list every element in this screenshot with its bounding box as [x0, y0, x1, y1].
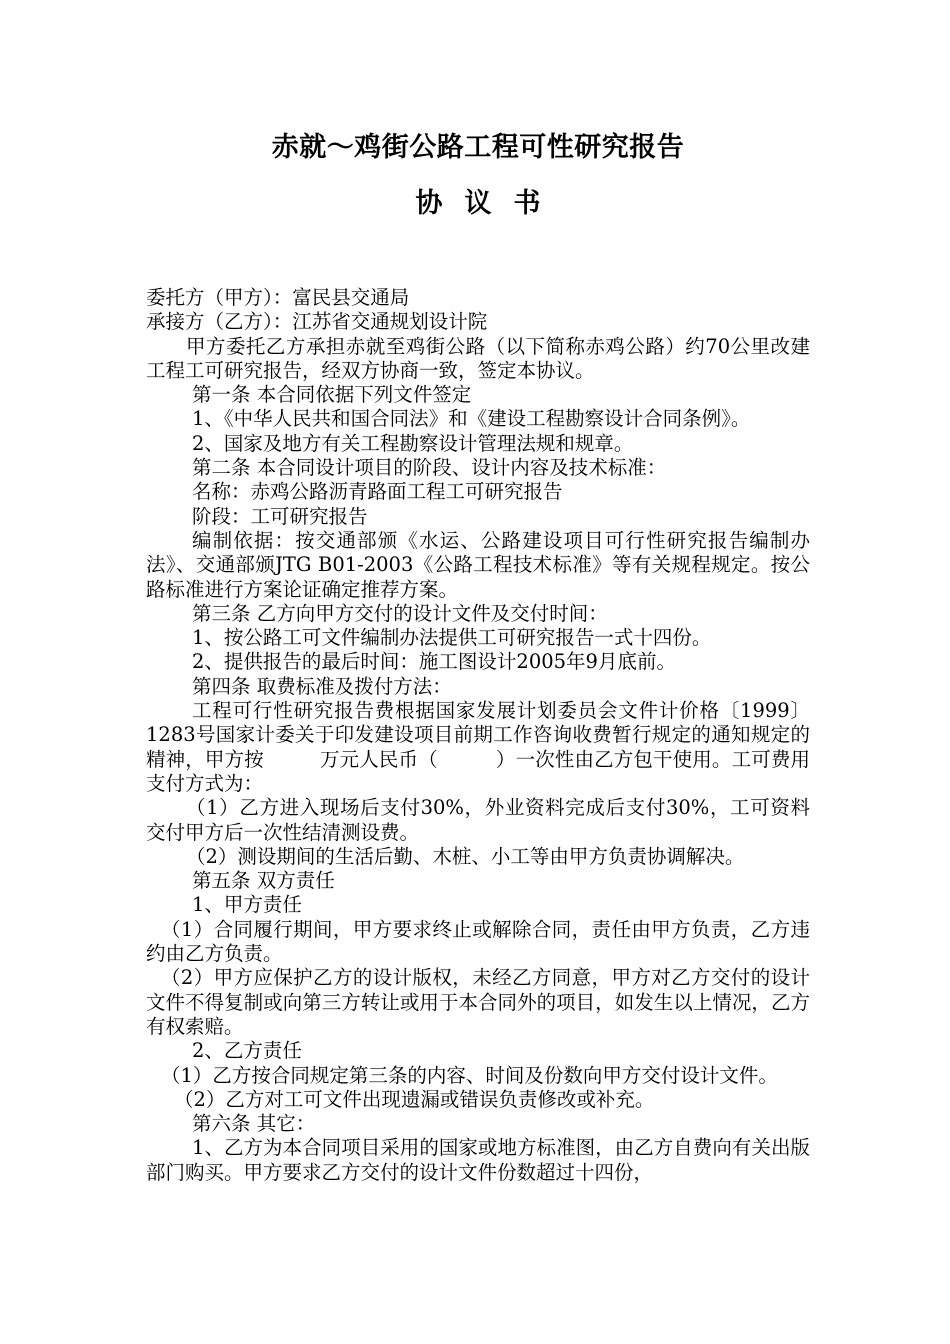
article-1-heading: 第一条 本合同依据下列文件签定 [192, 383, 472, 407]
party-b-item-1: （1）乙方按合同规定第三条的内容、时间及份数向甲方交付设计文件。 [161, 1063, 778, 1087]
document-page [146, 118, 810, 1185]
article-6-heading: 第六条 其它： [192, 1112, 316, 1136]
document-subtitle: 协议书 [415, 188, 563, 219]
document-title: 赤就～鸡街公路工程可性研究报告 [271, 132, 685, 163]
fee-paragraph [146, 699, 810, 796]
payment-item-2: （2）测设期间的生活后勤、木桩、小工等由甲方负责协调解决。 [186, 844, 745, 868]
contractor-line: 承接方（乙方）：江苏省交通规划设计院 [146, 310, 488, 334]
article-5-heading: 第五条 双方责任 [192, 869, 335, 893]
project-stage-line: 阶段：工可研究报告 [192, 504, 368, 528]
party-b-item-2: （2）乙方对工可文件出现遗漏或错误负责修改或补充。 [174, 1087, 655, 1111]
article-1-item-1: 1、《中华人民共和国合同法》和《建设工程勘察设计合同条例》。 [192, 407, 751, 431]
article-3-item-2: 2、提供报告的最后时间：施工图设计2005年9月底前。 [192, 650, 676, 674]
party-a-item-2: （2）甲方应保护乙方的设计版权，未经乙方同意，甲方对乙方交付的设计文件不得复制或向第三方转让或用于本合同外的项目，如发生以上情况，乙方有权索赔。 [146, 966, 810, 1038]
article-2-heading: 第二条 本合同设计项目的阶段、设计内容及技术标准： [192, 456, 667, 480]
project-name-line: 名称：赤鸡公路沥青路面工程工可研究报告 [192, 480, 563, 504]
article-6-item-1: 1、乙方为本合同项目采用的国家或地方标准图，由乙方自费向有关出版部门购买。甲方要求乙方交付的设计文件份数超过十四份， [146, 1136, 810, 1184]
fee-text-1: 工程可行性研究报告费根据国家发展计划委员会文件计价格〔1999〕1283号国家计委关于印发建设项目前期工作咨询收费暂行规定的通知规定的精神，甲方按 [146, 699, 810, 771]
article-4-heading: 第四条 取费标准及拨付方法： [192, 674, 452, 698]
payment-item-1: （1）乙方进入现场后支付30%，外业资料完成后支付30%，工可资料交付甲方后一次性结清测设费。 [146, 796, 810, 844]
article-1-item-2: 2、国家及地方有关工程勘察设计管理法规和规章。 [192, 431, 634, 455]
party-a-heading: 1、甲方责任 [192, 893, 302, 917]
document-body [146, 286, 810, 1185]
party-b-heading: 2、乙方责任 [192, 1039, 302, 1063]
client-line: 委托方（甲方）：富民县交通局 [146, 286, 410, 309]
fee-text-2: 万元人民币（ [319, 747, 438, 771]
fee-text-3: ）一次性由乙方包干使用。工可费用支付方式为： [146, 747, 810, 795]
article-3-item-1: 1、按公路工可文件编制办法提供工可研究报告一式十四份。 [192, 626, 712, 650]
party-a-item-1: （1）合同履行期间，甲方要求终止或解除合同，责任由甲方负责，乙方违约由乙方负责。 [146, 917, 810, 966]
paragraph-intro: 甲方委托乙方承担赤就至鸡街公路（以下简称赤鸡公路）约70公里改建工程工可研究报告，经双方协商一致，签定本协议。 [146, 334, 810, 382]
article-3-heading: 第三条 乙方向甲方交付的设计文件及交付时间： [192, 601, 608, 625]
basis-paragraph: 编制依据：按交通部颁《水运、公路建设项目可行性研究报告编制办法》、交通部颁JTG B01-2003《公路工程技术标准》等有关规程规定。按公路标准进行方案论证确定推荐方案。 [146, 528, 810, 601]
